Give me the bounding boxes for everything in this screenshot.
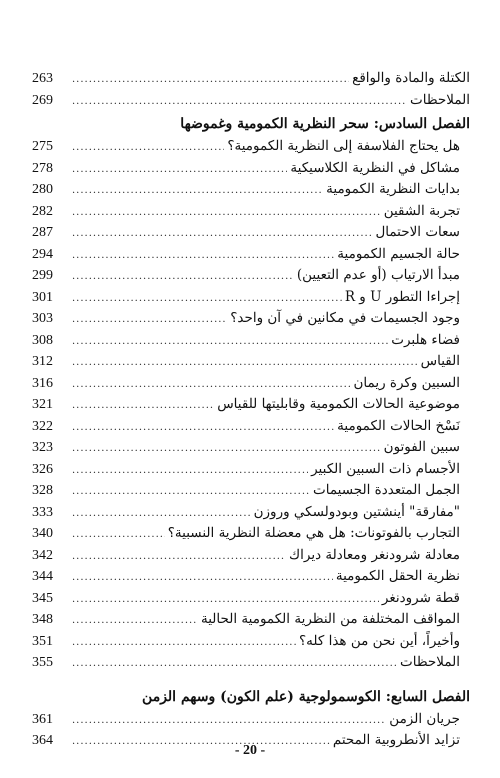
dot-leader — [72, 245, 334, 267]
toc-entry-title: سعات الاحتمال — [375, 224, 460, 240]
dot-leader — [72, 159, 287, 181]
toc-entry-title: بدايات النظرية الكمومية — [326, 181, 460, 197]
dot-leader — [72, 524, 165, 546]
toc-entry-page: 326 — [32, 461, 53, 477]
toc-entry-page: 364 — [32, 733, 53, 748]
toc-entry-page: 287 — [32, 225, 53, 240]
dot-leader — [72, 202, 381, 224]
toc-entry-page: 340 — [32, 526, 53, 541]
toc-entry-title: نظرية الحقل الكمومية — [335, 568, 460, 584]
toc-entry-page: 361 — [32, 711, 53, 727]
table-of-contents — [32, 68, 470, 752]
toc-entry-page: 301 — [32, 289, 53, 305]
toc-entry-title: مبدأ الارتياب (أو عدم التعيين) — [296, 267, 460, 283]
toc-entry-title: تجربة الشقين — [383, 202, 460, 219]
toc-entry-page: 355 — [32, 655, 53, 670]
toc-entry — [32, 68, 470, 90]
toc-entry-title: مشاكل في النظرية الكلاسيكية — [290, 159, 460, 176]
toc-entry-page: 278 — [32, 160, 53, 176]
dot-leader — [72, 438, 381, 460]
dot-leader — [72, 567, 333, 589]
dot-leader — [72, 69, 349, 91]
toc-entry-title: موضوعية الحالات الكمومية وقابليتها للقياس — [217, 396, 460, 412]
toc-entry — [32, 502, 470, 524]
toc-entry-page: 299 — [32, 268, 53, 283]
toc-entry-page: 323 — [32, 440, 53, 455]
dot-leader — [72, 610, 198, 632]
dot-leader — [72, 137, 224, 159]
toc-entry-title: سبين الفوتون — [383, 439, 460, 455]
toc-entry-title: الملاحظات — [400, 654, 460, 670]
toc-entry-page: 263 — [32, 71, 53, 86]
dot-leader — [72, 309, 227, 331]
toc-entry — [32, 351, 470, 373]
toc-entry-page: 344 — [32, 569, 53, 584]
toc-entry — [32, 459, 470, 481]
dot-leader — [72, 460, 308, 482]
toc-entry — [32, 201, 470, 223]
toc-entry-page: 351 — [32, 633, 53, 649]
toc-entry — [32, 373, 470, 395]
toc-group-2 — [32, 136, 470, 674]
dot-leader — [72, 632, 296, 654]
toc-entry-title: الملاحظات — [410, 91, 470, 108]
toc-entry-page: 345 — [32, 590, 53, 606]
toc-entry — [32, 179, 470, 201]
toc-entry — [32, 308, 470, 330]
dot-leader — [72, 352, 418, 374]
dot-leader — [72, 546, 286, 568]
toc-entry-page: 294 — [32, 246, 53, 262]
toc-entry — [32, 222, 470, 244]
toc-entry-title: الكتلة والمادة والواقع — [352, 70, 470, 86]
toc-entry — [32, 90, 470, 112]
toc-entry — [32, 652, 470, 674]
toc-entry-title: المواقف المختلفة من النظرية الكمومية الحالية — [201, 611, 460, 627]
dot-leader — [72, 481, 310, 503]
toc-entry-page: 348 — [32, 612, 53, 627]
toc-entry — [32, 287, 470, 309]
toc-entry-page: 312 — [32, 354, 53, 369]
toc-entry-title: السبين وكرة ريمان — [353, 374, 460, 391]
dot-leader — [72, 395, 214, 417]
toc-entry-title: معادلة شرودنغر ومعادلة ديراك — [289, 546, 460, 563]
toc-entry-title: فضاء هلبرت — [391, 331, 460, 348]
toc-entry — [32, 566, 470, 588]
toc-entry-page: 282 — [32, 203, 53, 219]
dot-leader — [72, 589, 379, 611]
toc-entry — [32, 709, 470, 731]
toc-entry-title: تزايد الأنطروبية المحتم — [332, 732, 460, 748]
toc-entry-page: 316 — [32, 375, 53, 391]
page-number: - 20 - — [234, 743, 266, 758]
dot-leader — [72, 223, 372, 245]
toc-entry-page: 269 — [32, 92, 53, 108]
toc-entry-page: 321 — [32, 397, 53, 412]
toc-entry — [32, 136, 470, 158]
dot-leader — [72, 653, 397, 675]
toc-entry — [32, 609, 470, 631]
toc-entry — [32, 480, 470, 502]
toc-entry-title: الجمل المتعددة الجسيمات — [313, 482, 460, 498]
toc-entry — [32, 545, 470, 567]
toc-entry — [32, 265, 470, 287]
dot-leader — [72, 91, 407, 113]
toc-entry-page: 280 — [32, 182, 53, 197]
toc-entry — [32, 158, 470, 180]
dot-leader — [72, 180, 323, 202]
toc-entry-page: 333 — [32, 504, 53, 520]
dot-leader — [72, 374, 351, 396]
toc-entry — [32, 523, 470, 545]
toc-entry — [32, 588, 470, 610]
toc-entry-page: 328 — [32, 483, 53, 498]
toc-entry-title: "مفارقة" أينشتين وبودولسكي وروزن — [253, 503, 460, 520]
dot-leader — [72, 710, 386, 732]
toc-entry — [32, 416, 470, 438]
toc-entry-page: 308 — [32, 332, 53, 348]
toc-entry-title: جريان الزمن — [389, 710, 460, 727]
toc-entry-title: حالة الجسيم الكمومية — [337, 245, 460, 262]
dot-leader — [72, 503, 251, 525]
toc-entry-page: 303 — [32, 311, 53, 326]
toc-entry — [32, 394, 470, 416]
toc-entry-title: إجراءا التطور U و R — [344, 288, 460, 305]
toc-entry-title: هل يحتاج الفلاسفة إلى النظرية الكمومية؟ — [227, 138, 460, 154]
toc-entry — [32, 244, 470, 266]
toc-entry-page: 342 — [32, 547, 53, 563]
toc-entry — [32, 330, 470, 352]
toc-entry-title: نَسْخ الحالات الكمومية — [337, 417, 460, 434]
toc-entry — [32, 631, 470, 653]
chapter-7-heading: الفصل السابع: الكوسمولوجية (علم الكون) وسهم الزمن — [142, 688, 470, 705]
toc-entry-title: وجود الجسيمات في مكانين في آن واحد؟ — [230, 310, 460, 326]
toc-entry-title: قطة شرودنغر — [381, 589, 460, 606]
chapter-6-heading: الفصل السادس: سحر النظرية الكمومية وغموضها — [180, 116, 470, 132]
toc-group-1 — [32, 68, 470, 111]
dot-leader — [72, 288, 342, 310]
toc-entry — [32, 437, 470, 459]
toc-entry-page: 275 — [32, 139, 53, 154]
toc-entry-title: التجارب بالفوتونات: هل هي معضلة النظرية النسبية؟ — [167, 525, 460, 541]
dot-leader — [72, 417, 334, 439]
toc-entry-title: وأخيراً، أين نحن من هذا كله؟ — [299, 632, 460, 649]
dot-leader — [72, 266, 294, 288]
toc-entry-page: 322 — [32, 418, 53, 434]
toc-entry-title: الأجسام ذات السبين الكبير — [311, 460, 460, 477]
dot-leader — [72, 331, 388, 353]
toc-entry-title: القياس — [420, 353, 460, 369]
